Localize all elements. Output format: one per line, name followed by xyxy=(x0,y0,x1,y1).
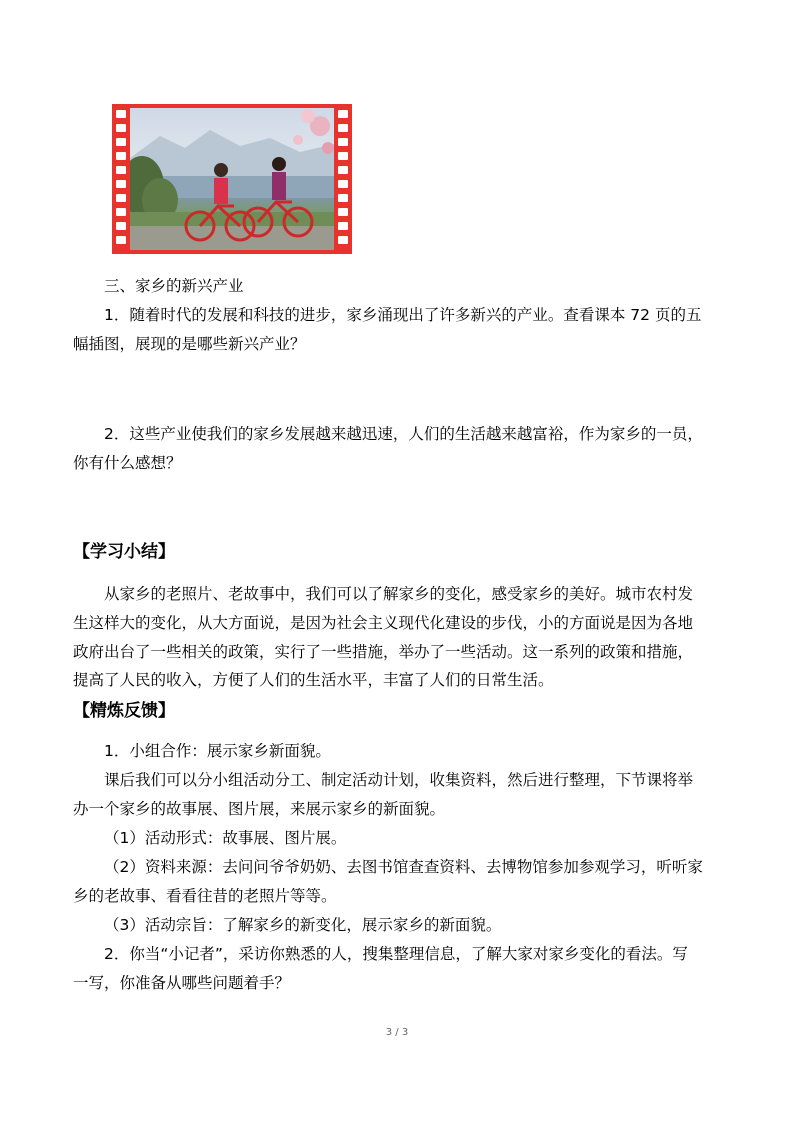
feedback-item1-desc-line2: 办一个家乡的故事展、图片展，来展示家乡的新面貌。 xyxy=(73,800,446,818)
feedback-sub1: （1）活动形式：故事展、图片展。 xyxy=(104,829,347,847)
feedback-sub2-line2: 乡的老故事、看看往昔的老照片等等。 xyxy=(73,887,337,905)
section3-title: 三、家乡的新兴产业 xyxy=(104,277,244,295)
feedback-sub3: （3）活动宗旨：了解家乡的新变化，展示家乡的新面貌。 xyxy=(104,916,502,934)
feedback-sub2-line1: （2）资料来源：去问问爷爷奶奶、去图书馆查查资料、去博物馆参加参观学习，听听家 xyxy=(104,858,703,876)
summary-heading: 【学习小结】 xyxy=(73,542,175,562)
feedback-heading: 【精炼反馈】 xyxy=(73,701,175,721)
summary-line1: 从家乡的老照片、老故事中，我们可以了解家乡的变化，感受家乡的美好。城市农村发 xyxy=(104,585,694,603)
summary-line2: 生这样大的变化，从大方面说，是因为社会主义现代化建设的步伐，小的方面说是因为各地 xyxy=(73,614,694,632)
film-perforations-left xyxy=(112,104,130,254)
question2-line2: 你有什么感想？ xyxy=(73,454,182,472)
question1-line1: 1．随着时代的发展和科技的进步，家乡涌现出了许多新兴的产业。查看课本 72 页的五 xyxy=(104,306,702,324)
cyclists-illustration xyxy=(130,108,334,250)
summary-line4: 提高了人民的收入，方便了人们的生活水平，丰富了人们的日常生活。 xyxy=(73,671,554,689)
question1-line2: 幅插图，展现的是哪些新兴产业？ xyxy=(73,335,306,353)
summary-line3: 政府出台了一些相关的政策，实行了一些措施，举办了一些活动。这一系列的政策和措施， xyxy=(73,643,694,661)
feedback-item1-desc-line1: 课后我们可以分小组活动分工、制定活动计划，收集资料，然后进行整理，下节课将举 xyxy=(104,771,694,789)
feedback-item1: 1．小组合作：展示家乡新面貌。 xyxy=(104,742,331,760)
cycling-photo xyxy=(112,104,352,254)
film-perforations-right xyxy=(334,104,352,254)
question2-line1: 2．这些产业使我们的家乡发展越来越迅速，人们的生活越来越富裕，作为家乡的一员， xyxy=(104,425,703,443)
feedback-item2-line1: 2．你当“小记者”，采访你熟悉的人，搜集整理信息，了解大家对家乡变化的看法。写 xyxy=(104,945,688,963)
photo-scene xyxy=(130,108,334,250)
feedback-item2-line2: 一写，你准备从哪些问题着手？ xyxy=(73,974,291,992)
page-number: 3 / 3 xyxy=(385,1027,409,1038)
